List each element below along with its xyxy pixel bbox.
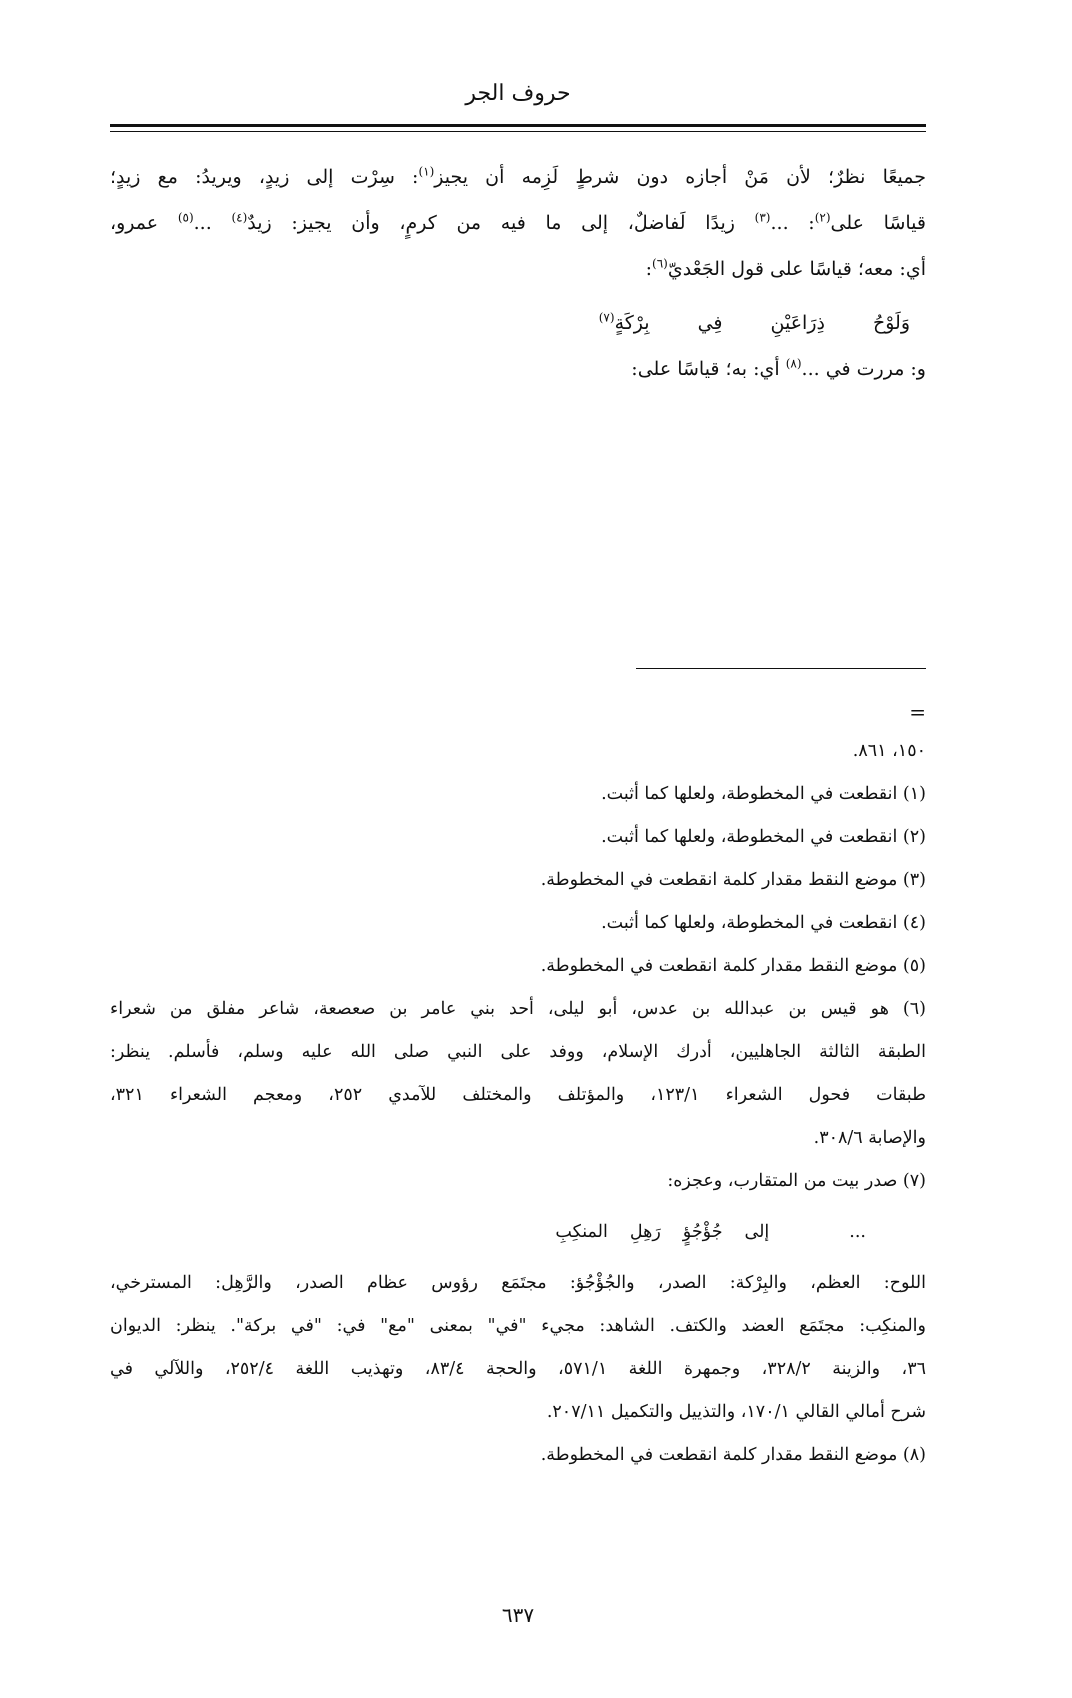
footnote-ref: (٤) bbox=[231, 210, 248, 225]
body-text-segment: : bbox=[645, 258, 653, 280]
body-text-segment: جميعًا نظرٌ؛ لأن مَنْ أجازه دون شرطٍ لَزِمه أن يجيز bbox=[434, 166, 926, 188]
footnote-6-line: الطبقة الثالثة الجاهليين، أدرك الإسلام، ووفد على النبي صلى الله عليه وسلم، فأسلم. ينظر: bbox=[110, 1042, 926, 1062]
verse-first-hemistich: ... bbox=[849, 1222, 866, 1242]
body-line-2 bbox=[110, 200, 926, 246]
footnote-4: (٤) انقطعت في المخطوطة، ولعلها كما أثبت. bbox=[601, 913, 926, 933]
verse-word: جُؤْجُؤٍ bbox=[682, 1222, 723, 1242]
footnote-1: (١) انقطعت في المخطوطة، ولعلها كما أثبت. bbox=[601, 784, 926, 804]
footnote-ref: (١) bbox=[418, 164, 435, 179]
page bbox=[110, 0, 926, 1698]
footnote-ref: (٧) bbox=[598, 310, 615, 325]
body-text-segment: عمرو، bbox=[110, 212, 178, 234]
verse-word: إلى bbox=[744, 1222, 770, 1242]
body-text-segment: : سِرْت إلى زيدٍ، ويريدُ: مع زيدٍ؛ bbox=[110, 166, 419, 188]
body-text-segment: و: مررت في ... bbox=[801, 358, 926, 380]
footnote-ref: (٣) bbox=[754, 210, 771, 225]
verse-word: ذِرَاعَيْنِ bbox=[770, 312, 825, 334]
footnote-6-line: والإصابة ٣٠٨/٦. bbox=[813, 1128, 926, 1148]
page-number: ٦٣٧ bbox=[501, 1603, 535, 1627]
footnote-7-intro: (٧) صدر بيت من المتقارب، وعجزه: bbox=[667, 1171, 926, 1191]
footnote-3: (٣) موضع النقط مقدار كلمة انقطعت في المخطوطة. bbox=[540, 870, 926, 890]
footnote-ref: (٨) bbox=[785, 356, 802, 371]
footnote-ref: (٥) bbox=[177, 210, 194, 225]
footnote-7-line: شرح أمالي القالي ١٧٠/١، والتذييل والتكميل ٢٠٧/١١. bbox=[546, 1402, 926, 1422]
footnote-8: (٨) موضع النقط مقدار كلمة انقطعت في المخطوطة. bbox=[540, 1445, 926, 1465]
body-text-segment: أي: معه؛ قياسًا على قول الجَعْديّ bbox=[667, 258, 926, 280]
footnote-7-line: ٣٦، والزينة ٣٢٨/٢، وجمهرة اللغة ٥٧١/١، والحجة ٨٣/٤، وتهذيب اللغة ٢٥٢/٤، واللآلي في bbox=[110, 1359, 926, 1379]
main-text bbox=[110, 154, 926, 392]
body-text-segment: ... bbox=[193, 212, 232, 234]
verse-word-with-ref bbox=[599, 300, 650, 346]
running-header: حروف الجر bbox=[465, 81, 571, 106]
body-line-3 bbox=[110, 246, 926, 292]
verse-word: وَلَوْحُ bbox=[872, 312, 910, 334]
verse-second-hemistich bbox=[555, 1211, 769, 1254]
header-rule-thin bbox=[110, 131, 926, 132]
footnote-ref: (٢) bbox=[814, 210, 831, 225]
footnote-ref: (٦) bbox=[652, 256, 668, 271]
footnote-continuation-mark: = bbox=[909, 700, 926, 724]
body-text-segment: قياسًا على bbox=[830, 212, 926, 234]
body-text-segment: زيدًا لَفاضلٌ، إلى ما فيه من كرمٍ، وأن يجيز: زيدٌ bbox=[247, 212, 755, 234]
footnote-7-line: اللوح: العظم، والبِرْكة: الصدر، والجُؤْجُؤ: مجتَمَع رؤوس عظام الصدر، والرَّهِل: المسترخي، bbox=[110, 1273, 926, 1293]
verse-word: فِي bbox=[697, 312, 723, 334]
body-line-5 bbox=[110, 346, 926, 392]
footnote-separator bbox=[636, 668, 926, 669]
body-text-segment: : ... bbox=[770, 212, 815, 234]
body-text-segment: أي: به؛ قياسًا على: bbox=[631, 358, 786, 380]
footnote-5: (٥) موضع النقط مقدار كلمة انقطعت في المخطوطة. bbox=[540, 956, 926, 976]
footnote-7-line: والمنكِب: مجتَمَع العضد والكتف. الشاهد: مجيء "في" بمعنى "مع" في: "في بركة". ينظر: الديوان bbox=[110, 1316, 926, 1336]
verse-line bbox=[110, 300, 926, 346]
footnote-7-verse bbox=[110, 1211, 926, 1254]
footnote-6-line: (٦) هو قيس بن عبدالله بن عدس، أبو ليلى، أحد بني عامر بن صعصعة، شاعر مفلق من شعراء bbox=[110, 999, 926, 1019]
footnotes bbox=[110, 730, 926, 1477]
footnote-6-line: طبقات فحول الشعراء ١٢٣/١، والمؤتلف والمختلف للآمدي ٢٥٢، ومعجم الشعراء ٣٢١، bbox=[110, 1085, 926, 1105]
verse-word: رَهِلِ bbox=[629, 1222, 661, 1242]
footnote-continued: ١٥٠، ٨٦١. bbox=[852, 741, 926, 761]
verse-word: المنكِبِ bbox=[555, 1222, 608, 1242]
body-line-1 bbox=[110, 154, 926, 200]
header-rule-thick bbox=[110, 124, 926, 127]
footnote-2: (٢) انقطعت في المخطوطة، ولعلها كما أثبت. bbox=[601, 827, 926, 847]
verse-word: بِرْكَةٍ bbox=[614, 312, 650, 334]
